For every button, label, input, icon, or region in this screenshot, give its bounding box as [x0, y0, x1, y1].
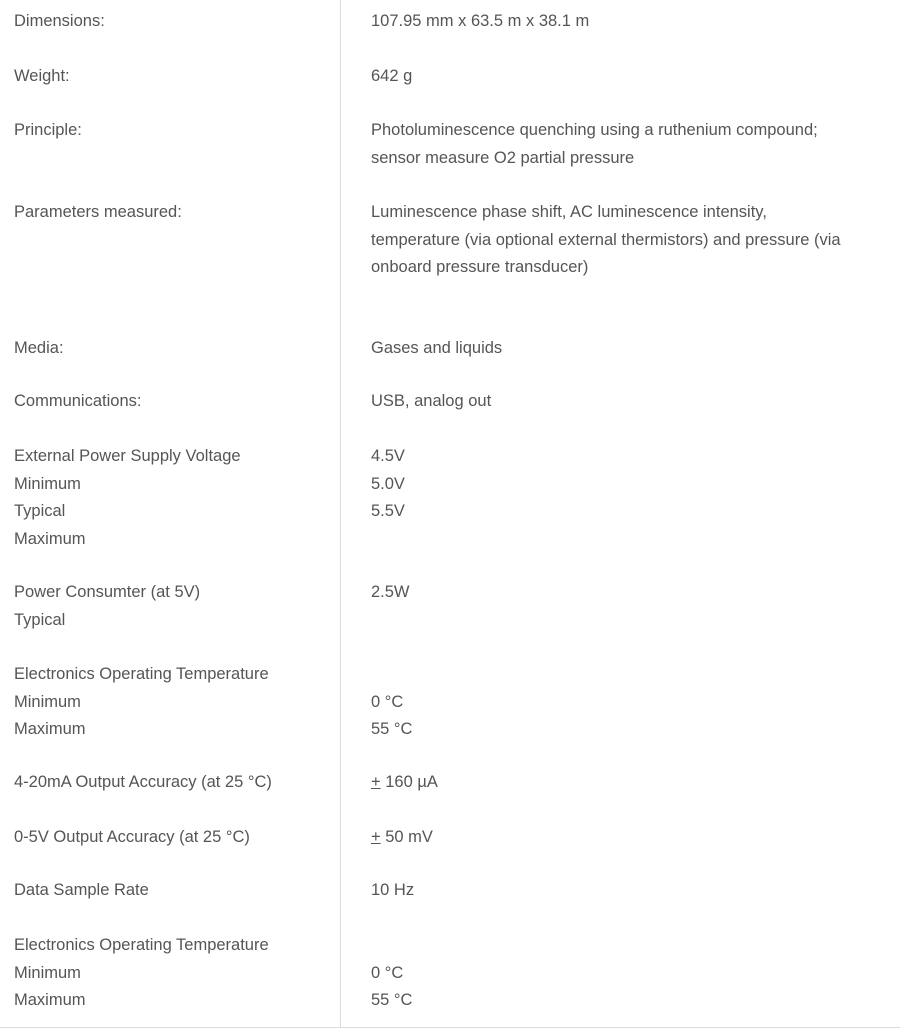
spec-label-line: Principle:: [14, 121, 82, 139]
spec-value: [371, 932, 412, 1015]
spec-label: [14, 824, 250, 852]
spec-value: [371, 335, 502, 363]
spec-label-line: Parameters measured:: [14, 203, 182, 221]
spec-value-line: temperature (via optional external thermistors) and pressure (via: [371, 230, 841, 249]
spec-value-line: Photoluminescence quenching using a ruthenium compound;: [371, 121, 818, 139]
spec-label-line: Dimensions:: [14, 12, 105, 30]
spec-value-line: Luminescence phase shift, AC luminescence intensity,: [371, 203, 767, 221]
spec-label-line: External Power Supply Voltage: [14, 447, 241, 465]
spec-value-line: Gases and liquids: [371, 339, 503, 357]
spec-label-line: Power Consumter (at 5V): [14, 583, 201, 601]
spec-label-line: Maximum: [14, 529, 86, 548]
spec-label-line: Maximum: [14, 991, 86, 1009]
spec-label: [14, 579, 200, 634]
spec-value-line: 107.95 mm x 63.5 m x 38.1 m: [371, 12, 590, 30]
spec-value-line: 5.0V: [371, 474, 405, 493]
spec-value-line: 4.5V: [371, 447, 405, 465]
spec-label: [14, 335, 64, 363]
spec-label-line: Weight:: [14, 67, 70, 85]
spec-value: [371, 769, 438, 797]
plus-minus-symbol: +: [371, 828, 381, 846]
spec-label: [14, 932, 269, 1015]
spec-value-line: 10 Hz: [371, 881, 415, 899]
spec-label-line: Media:: [14, 339, 64, 357]
spec-value-line: onboard pressure transducer): [371, 258, 589, 276]
table-bottom-border: [0, 1027, 900, 1028]
spec-label: [14, 117, 82, 145]
plus-minus-symbol: +: [371, 773, 381, 791]
spec-value: [371, 824, 433, 852]
spec-value-line: 55 °C: [371, 991, 413, 1009]
spec-label-line: Electronics Operating Temperature: [14, 665, 269, 683]
spec-value: [371, 579, 410, 607]
spec-value-line: sensor measure O2 partial pressure: [371, 148, 635, 167]
spec-label: [14, 661, 269, 744]
spec-value-line: [371, 824, 433, 852]
spec-label: [14, 8, 105, 36]
spec-value: [371, 199, 841, 282]
spec-label-line: Minimum: [14, 474, 81, 493]
spec-value-line: 2.5W: [371, 583, 410, 601]
spec-value: [371, 877, 414, 905]
spec-label: [14, 769, 272, 797]
spec-value-line: USB, analog out: [371, 392, 492, 410]
spec-label-line: 4-20mA Output Accuracy (at 25 °C): [14, 773, 272, 791]
spec-value: [371, 8, 589, 36]
spec-value: [371, 443, 405, 526]
column-divider: [340, 0, 341, 1027]
spec-label-line: Minimum: [14, 963, 81, 982]
spec-label-line: Minimum: [14, 692, 81, 711]
spec-label-line: Typical: [14, 502, 66, 520]
spec-label-line: Electronics Operating Temperature: [14, 936, 269, 954]
spec-value-line: [371, 769, 438, 797]
spec-label: [14, 443, 241, 553]
spec-value-line: [371, 661, 412, 689]
spec-label-line: 0-5V Output Accuracy (at 25 °C): [14, 828, 250, 846]
spec-label-line: Maximum: [14, 720, 86, 738]
spec-value: [371, 388, 491, 416]
spec-value: [371, 661, 412, 744]
spec-label-line: Typical: [14, 610, 66, 629]
spec-value-line: 642 g: [371, 67, 413, 85]
spec-label: [14, 199, 182, 227]
spec-label: [14, 63, 70, 91]
spec-label-line: Data Sample Rate: [14, 881, 149, 899]
spec-value-line: [371, 932, 412, 960]
spec-value-text: 50 mV: [380, 828, 433, 846]
spec-value-line: 5.5V: [371, 502, 405, 520]
spec-label: [14, 877, 149, 905]
spec-label-line: Communications:: [14, 392, 142, 410]
spec-value-line: 55 °C: [371, 720, 413, 738]
spec-value: [371, 63, 412, 91]
spec-value-line: 0 °C: [371, 963, 404, 982]
spec-label: [14, 388, 141, 416]
spec-value-text: 160 µA: [380, 773, 438, 791]
spec-value-line: 0 °C: [371, 692, 404, 711]
spec-value: [371, 117, 818, 172]
